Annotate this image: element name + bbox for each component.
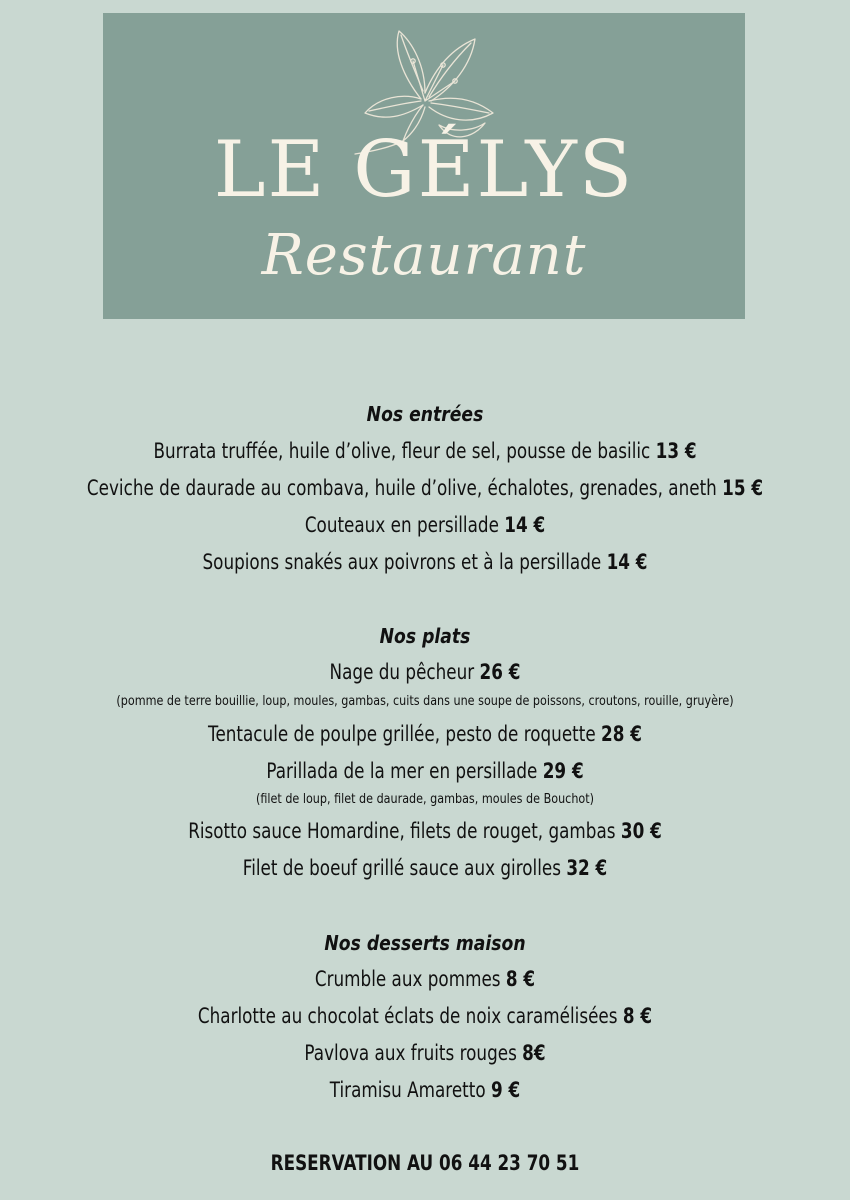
menu-item-name: Risotto sauce Homardine, filets de rouget, gambas (188, 819, 616, 843)
menu-item-price: 8 € (622, 1004, 653, 1028)
restaurant-name: LE GÉLYS (213, 125, 635, 215)
menu-item-price: 30 € (620, 819, 662, 843)
menu-item-price: 13 € (655, 439, 697, 463)
menu-item-name: Couteaux en persillade (304, 513, 499, 537)
menu-item-name: Crumble aux pommes (314, 967, 506, 991)
menu-item (85, 758, 765, 784)
menu-item (85, 438, 765, 464)
menu-item-note: (pomme de terre bouillie, loup, moules, gambas, cuits dans une soupe de poissons, croutons, rouille, gruyère) (116, 694, 734, 709)
menu-item-price: 9 € (490, 1078, 521, 1102)
menu-item-price: 26 € (479, 660, 521, 684)
menu-item-price: 28 € (601, 722, 642, 746)
menu-item-price: 32 € (566, 856, 608, 880)
menu-item-name: Parillada de la mer en persillade (266, 759, 538, 783)
section-title-plats: Nos plats (379, 624, 471, 648)
menu-item (85, 549, 765, 575)
menu-item-name: Ceviche de daurade au combava, huile d’olive, échalotes, grenades, aneth (86, 476, 717, 500)
section-title-entrees: Nos entrées (366, 402, 484, 426)
menu-item (85, 1003, 765, 1029)
menu-item-name: Burrata truffée, huile d’olive, fleur de sel, pousse de basilic (153, 439, 651, 463)
menu-item-price: 14 € (504, 513, 546, 537)
menu-item-name: Soupions snakés aux poivrons et à la persillade (202, 550, 602, 574)
reservation-phone: RESERVATION AU 06 44 23 70 51 (270, 1151, 580, 1175)
menu-item-name: Filet de boeuf grillé sauce aux girolles (242, 856, 561, 880)
menu-item (85, 1040, 765, 1066)
menu-item-name: Nage du pêcheur (329, 660, 480, 684)
menu-item-name: Pavlova aux fruits rouges (304, 1041, 517, 1065)
menu-item (85, 475, 765, 501)
menu-item-name: Tiramisu Amaretto (329, 1078, 486, 1102)
restaurant-banner (103, 13, 745, 319)
menu-item (85, 966, 765, 992)
menu-item-price: 29 € (542, 759, 584, 783)
menu-item-note: (filet de loup, filet de daurade, gambas, moules de Bouchot) (255, 792, 594, 807)
menu-item-name: Tentacule de poulpe grillée, pesto de roquette (208, 722, 596, 746)
menu-item (85, 1077, 765, 1103)
restaurant-subtitle: Restaurant (261, 223, 587, 288)
menu-item (85, 818, 765, 844)
menu-item-price: 15 € (722, 476, 764, 500)
menu-item (85, 512, 765, 538)
menu-item (85, 721, 765, 747)
menu-item-name: Charlotte au chocolat éclats de noix caramélisées (197, 1004, 618, 1028)
menu-item (85, 855, 765, 881)
menu-item-price: 8€ (522, 1041, 546, 1065)
section-title-desserts: Nos desserts maison (324, 931, 526, 955)
menu-item-price: 8 € (505, 967, 536, 991)
menu-item (85, 659, 765, 685)
menu-item-price: 14 € (606, 550, 648, 574)
